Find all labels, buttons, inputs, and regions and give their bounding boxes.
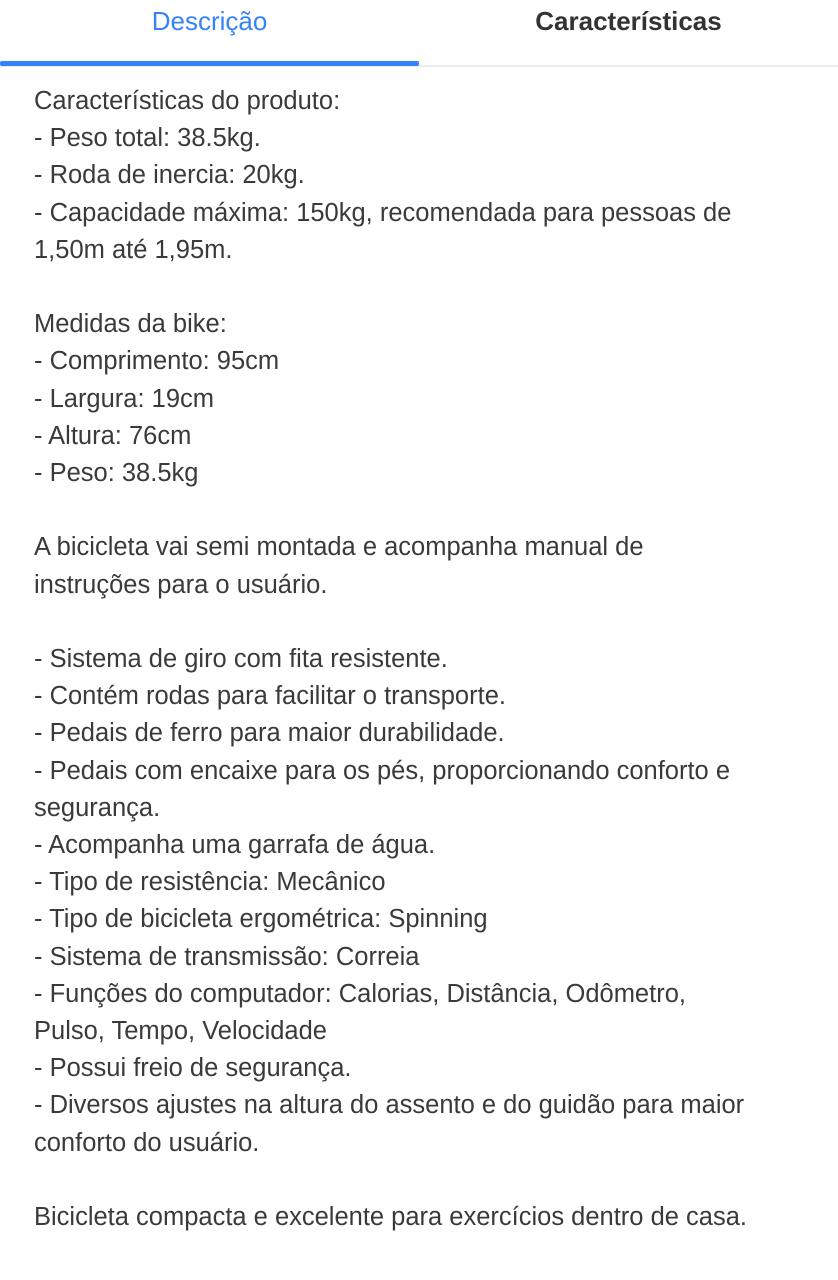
description-line: - Tipo de bicicleta ergométrica: Spinning — [34, 905, 488, 934]
description-line: 1,50m até 1,95m. — [34, 235, 233, 264]
description-line: - Pedais com encaixe para os pés, proporcionando conforto e — [34, 756, 730, 785]
paragraph-spacer — [34, 492, 824, 529]
tab-description-label: Descrição — [151, 6, 268, 36]
description-line: - Acompanha uma garrafa de água. — [34, 831, 436, 860]
description-line: segurança. — [34, 793, 161, 822]
description-line: conforto do usuário. — [34, 1128, 260, 1157]
paragraph-spacer — [34, 604, 824, 641]
description-line: instruções para o usuário. — [34, 570, 328, 599]
description-line: Bicicleta compacta e excelente para exercícios dentro de casa. — [34, 1203, 747, 1232]
description-line: - Altura: 76cm — [34, 421, 192, 450]
description-line: - Funções do computador: Calorias, Distância, Odômetro, — [34, 979, 686, 1008]
description-line: - Sistema de transmissão: Correia — [34, 942, 420, 971]
tab-features[interactable] — [419, 0, 838, 65]
active-tab-indicator — [0, 61, 419, 66]
description-text — [34, 83, 824, 1236]
description-line: Medidas da bike: — [34, 310, 227, 339]
description-line: - Peso total: 38.5kg. — [34, 124, 261, 153]
description-line: - Contém rodas para facilitar o transporte. — [34, 682, 506, 711]
paragraph-spacer — [34, 269, 824, 306]
description-line: - Possui freio de segurança. — [34, 1054, 352, 1083]
tab-description[interactable] — [0, 0, 419, 65]
description-line: A bicicleta vai semi montada e acompanha manual de — [34, 533, 644, 562]
description-line: - Diversos ajustes na altura do assento e do guidão para maior — [34, 1091, 745, 1120]
description-line: - Capacidade máxima: 150kg, recomendada para pessoas de — [34, 198, 732, 227]
description-line: Características do produto: — [34, 87, 341, 115]
description-line: - Peso: 38.5kg — [34, 459, 199, 488]
tab-features-label: Características — [535, 6, 722, 36]
description-line: Pulso, Tempo, Velocidade — [34, 1017, 327, 1046]
description-line: - Largura: 19cm — [34, 384, 214, 413]
paragraph-spacer — [34, 1162, 824, 1199]
description-line: - Pedais de ferro para maior durabilidade. — [34, 719, 505, 748]
description-line: - Tipo de resistência: Mecânico — [34, 868, 386, 897]
description-line: - Roda de inercia: 20kg. — [34, 161, 305, 190]
tab-bar — [0, 0, 838, 67]
description-line: - Sistema de giro com fita resistente. — [34, 645, 448, 673]
description-line: - Comprimento: 95cm — [34, 347, 280, 376]
